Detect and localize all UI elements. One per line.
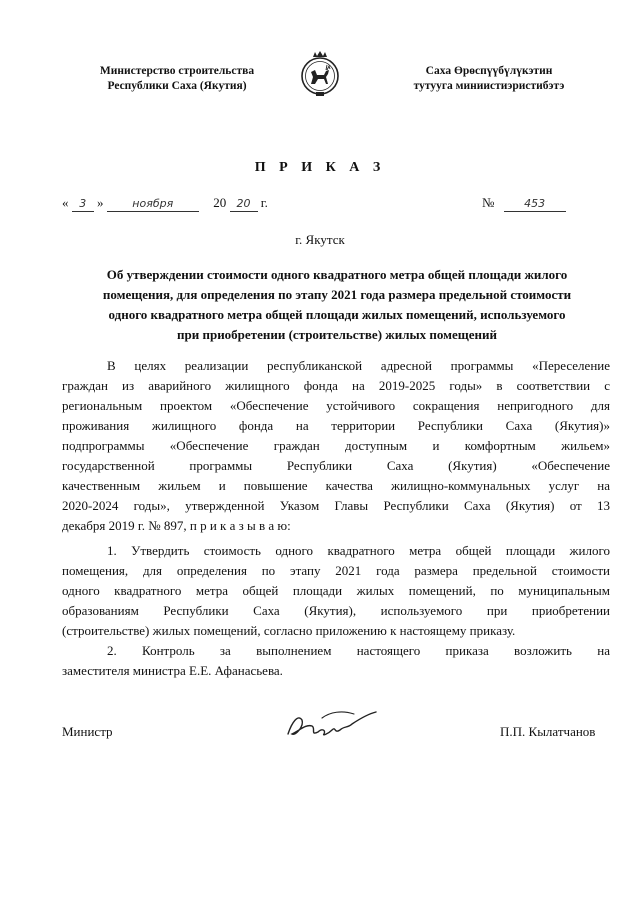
preamble-paragraph — [62, 356, 610, 536]
paragraph-line: (строительстве) жилых помещений, согласно приложению к настоящему приказу. — [62, 623, 516, 638]
paragraph-line: В целях реализации республиканской адресной программы «Переселение — [107, 358, 610, 373]
paragraph-line: качественным жильем и повышение качества жилищно-коммунальных услуг на — [62, 478, 610, 493]
subject-line: Об утверждении стоимости одного квадратного метра общей площади жилого — [106, 267, 568, 282]
paragraph-line: помещения, для определения по этапу 2021 года размера предельной стоимости — [62, 563, 610, 578]
paragraph-line: 1. Утвердить стоимость одного квадратного метра общей площади жилого — [107, 543, 610, 558]
paragraph-line: подпрограммы «Обеспечение граждан доступным и комфортным жильем» — [62, 438, 610, 453]
subject-line: при приобретении (строительстве) жилых помещений — [177, 327, 497, 342]
left-org-line-1: Министерство строительства — [99, 65, 255, 77]
date-year-suffix: 20 — [230, 197, 258, 212]
paragraph-line: проживания жилищного фонда на территории Республики Саха (Якутия)» — [62, 418, 610, 433]
order-subject — [62, 265, 612, 345]
paragraph-line: декабря 2019 г. № 897, п р и к а з ы в а ю: — [62, 518, 291, 533]
date-year-prefix: 20 — [213, 195, 227, 210]
paragraph-line: образованиям Республики Саха (Якутия), используемого при приобретении — [62, 603, 610, 618]
city: г. Якутск — [295, 232, 345, 247]
date-day: 3 — [72, 197, 94, 212]
order-number — [482, 195, 566, 212]
paragraph-line: одного квадратного метра общей площади жилых помещений, по муниципальным — [62, 583, 610, 598]
number-value: 453 — [504, 197, 566, 212]
number-label: № — [482, 195, 495, 210]
paragraph-line: граждан из аварийного жилищного фонда на 2019-2025 годы» в соответствии с — [62, 378, 610, 393]
date-year-mark: г. — [260, 195, 268, 210]
handwritten-signature — [282, 700, 382, 748]
coat-of-arms-icon — [298, 50, 342, 100]
date-close-quote: » — [97, 195, 104, 210]
date-month: ноября — [107, 197, 199, 212]
right-organization-name — [384, 64, 594, 94]
right-org-line-1: Саха Өрөспүүбүлүкэтин — [425, 65, 553, 77]
paragraph-line: 2020-2024 годы», утвержденной Указом Главы Республики Саха (Якутия) от 13 — [62, 498, 610, 513]
order-item-1 — [62, 541, 610, 641]
document-type-title: П Р И К А З — [254, 160, 386, 175]
order-date — [62, 195, 268, 212]
paragraph-line: государственной программы Республики Саха (Якутия) «Обеспечение — [62, 458, 610, 473]
right-org-line-2: тутууга миниистиэристибэтэ — [413, 80, 565, 92]
signer-position: Министр — [62, 724, 113, 739]
subject-line: помещения, для определения по этапу 2021 года размера предельной стоимости — [102, 287, 572, 302]
paragraph-line: 2. Контроль за выполнением настоящего приказа возложить на — [107, 643, 610, 658]
date-open-quote: « — [62, 195, 69, 210]
order-item-2 — [62, 641, 610, 681]
subject-line: одного квадратного метра общей площади жилых помещений, используемого — [108, 307, 566, 322]
left-organization-name — [72, 64, 282, 94]
paragraph-line: заместителя министра Е.Е. Афанасьева. — [62, 663, 283, 678]
paragraph-line: региональным проектом «Обеспечение устойчивого сокращения непригодного для — [62, 398, 610, 413]
signer-name: П.П. Кылатчанов — [500, 724, 596, 739]
left-org-line-2: Республики Саха (Якутия) — [107, 80, 247, 92]
